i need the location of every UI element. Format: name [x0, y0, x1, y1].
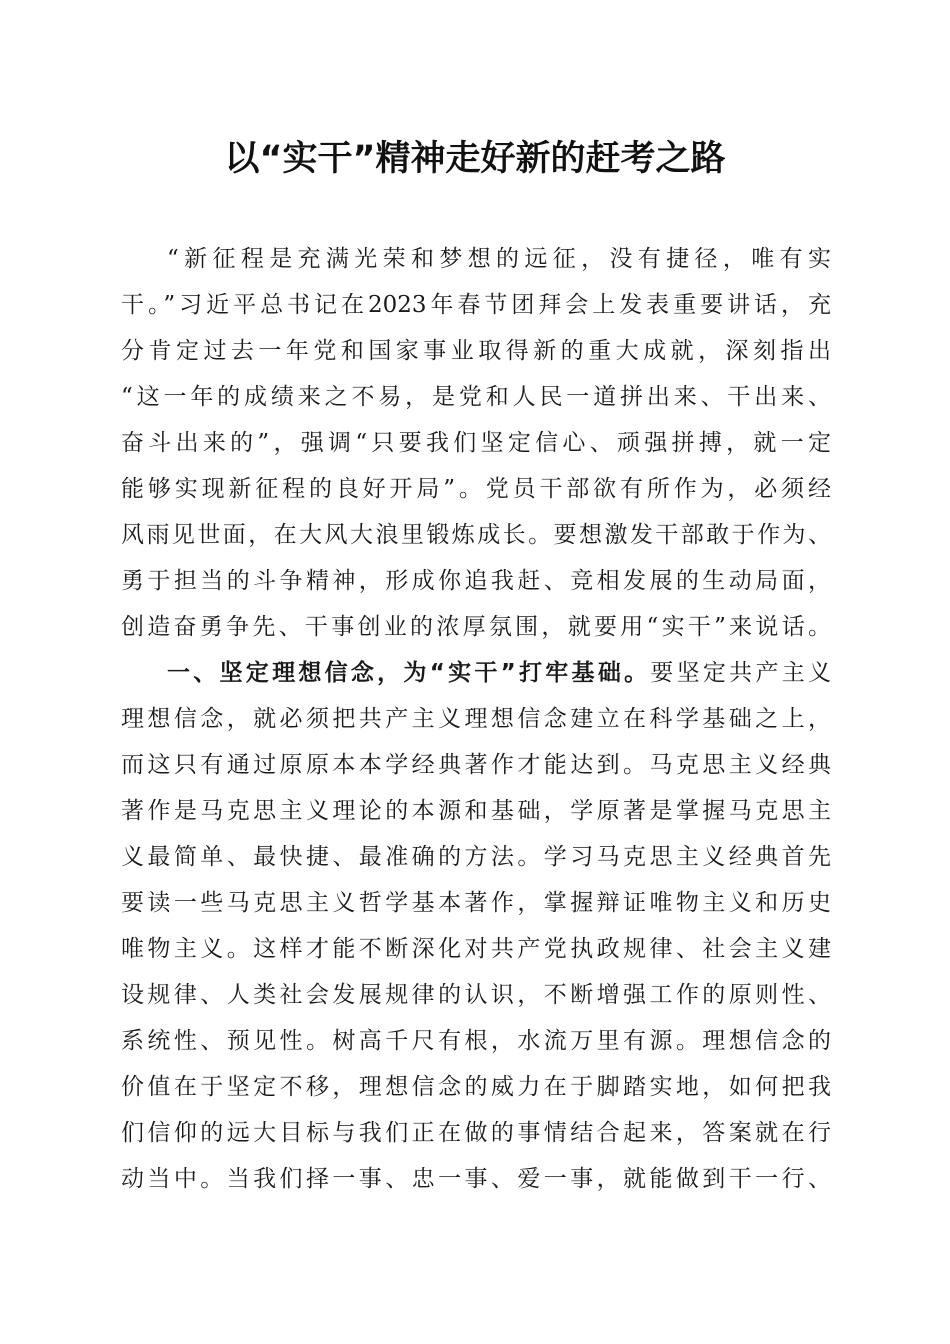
paragraph-line: 能够实现新征程的良好开局”。党员干部欲有所作为，必须经 — [121, 476, 831, 502]
paragraph-line: 要读一些马克思主义哲学基本著作，掌握辩证唯物主义和历史 — [121, 890, 831, 916]
paragraph-line: 价值在于坚定不移，理想信念的威力在于脚踏实地，如何把我 — [121, 1074, 831, 1100]
section-first-line-rest: 要坚定共产主义 — [650, 660, 831, 686]
paragraph-line: 而这只有通过原原本本学经典著作才能达到。马克思主义经典 — [121, 752, 831, 778]
paragraph-line: 们信仰的远大目标与我们正在做的事情结合起来，答案就在行 — [121, 1120, 831, 1146]
section-first-line — [121, 650, 831, 696]
paragraph-line: 唯物主义。这样才能不断深化对共产党执政规律、社会主义建 — [121, 936, 831, 962]
section-heading: 一、坚定理想信念，为“实干”打牢基础。 — [167, 660, 651, 686]
paragraph-line: 义最简单、最快捷、最准确的方法。学习马克思主义经典首先 — [121, 844, 831, 870]
paragraph-line: “这一年的成绩来之不易，是党和人民一道拼出来、干出来、 — [121, 384, 831, 410]
paragraph-line: 设规律、人类社会发展规律的认识，不断增强工作的原则性、 — [121, 982, 831, 1008]
paragraph-line: 系统性、预见性。树高千尺有根，水流万里有源。理想信念的 — [121, 1028, 831, 1054]
paragraph-line: 理想信念，就必须把共产主义理想信念建立在科学基础之上， — [121, 706, 831, 732]
paragraph-line: 创造奋勇争先、干事创业的浓厚氛围，就要用“实干”来说话。 — [121, 614, 831, 640]
paragraph-line: 分肯定过去一年党和国家事业取得新的重大成就，深刻指出 — [121, 338, 831, 364]
paragraph-line: “新征程是充满光荣和梦想的远征，没有捷径，唯有实 — [167, 246, 831, 272]
document-title: 以“实干”精神走好新的赶考之路 — [224, 139, 726, 179]
paragraph-line: 勇于担当的斗争精神，形成你追我赶、竞相发展的生动局面， — [121, 568, 831, 594]
document-body — [121, 236, 831, 1202]
paragraph-line: 奋斗出来的”，强调“只要我们坚定信心、顽强拼搏，就一定 — [121, 430, 831, 456]
paragraph-line: 风雨见世面，在大风大浪里锻炼成长。要想激发干部敢于作为、 — [121, 522, 831, 548]
paragraph-line: 动当中。当我们择一事、忠一事、爱一事，就能做到干一行、 — [121, 1166, 831, 1192]
paragraph-line: 著作是马克思主义理论的本源和基础，学原著是掌握马克思主 — [121, 798, 831, 824]
paragraph-line: 干。”习近平总书记在2023年春节团拜会上发表重要讲话，充 — [121, 292, 831, 318]
